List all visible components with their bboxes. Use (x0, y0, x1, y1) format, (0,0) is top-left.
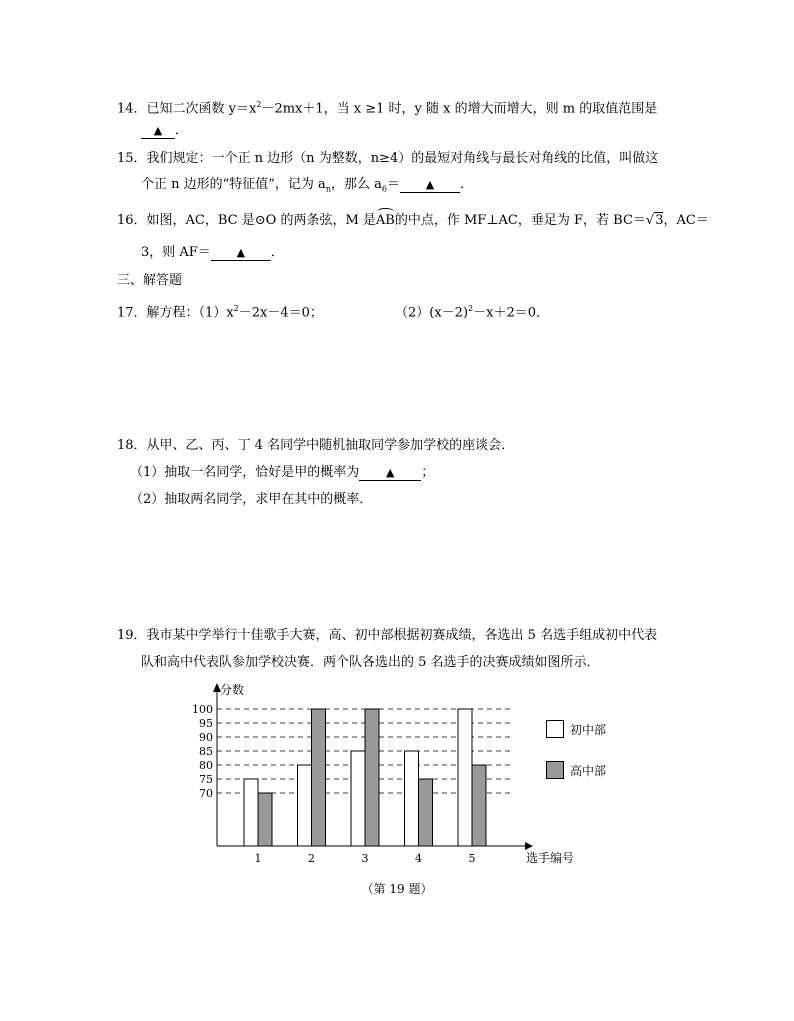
bar-senior-4 (419, 779, 433, 846)
legend-swatch-senior (546, 761, 564, 779)
triangle-icon: ▲ (425, 178, 435, 191)
q15-line2 (141, 176, 473, 199)
score-bar-chart (160, 680, 610, 870)
q17-part1-b: －2x－4＝0； (238, 305, 323, 321)
q19-number: 19． (117, 628, 147, 643)
bar-junior-4 (405, 751, 419, 846)
legend-label-junior: 初中部 (570, 723, 607, 737)
legend-swatch-junior (546, 720, 564, 738)
q14-number: 14． (117, 101, 147, 117)
y-tick-label: 80 (199, 759, 213, 772)
bar-senior-3 (365, 709, 379, 846)
q18-text: 从甲、乙、丙、丁 4 名同学中随机抽取同学参加学校的座谈会． (146, 438, 515, 453)
y-tick-label: 70 (199, 787, 213, 800)
x-tick-labels (255, 852, 476, 865)
q16-sqrt-value: 3 (655, 213, 664, 228)
q18-line1 (117, 437, 514, 455)
q18-sub1-text: （1）抽取一名同学，恰好是甲的概率为 (130, 465, 360, 480)
q16-answer-blank[interactable] (211, 246, 271, 261)
triangle-icon: ▲ (153, 124, 163, 137)
q14-text-a: 已知二次函数 y＝x (146, 101, 257, 117)
legend-label-senior: 高中部 (570, 764, 607, 778)
q17-part2-exp: 2 (468, 304, 474, 313)
q18-sub2: （2）抽取两名同学，求甲在其中的概率． (130, 492, 373, 507)
bar-senior-1 (258, 793, 272, 846)
x-tick-label: 4 (415, 852, 422, 865)
triangle-icon: ▲ (236, 246, 246, 259)
q19-line1 (117, 627, 657, 645)
y-axis-label: 分数 (220, 683, 245, 697)
q17-part1-a: 解方程：（1）x (146, 305, 234, 321)
q17-number: 17． (117, 305, 147, 321)
q17-part1-exp: 2 (233, 304, 239, 313)
chart-caption: （第 19 题） (361, 882, 433, 896)
bar-senior-5 (472, 765, 486, 846)
bar-junior-5 (458, 709, 472, 846)
q18-sub1 (130, 464, 434, 482)
q14-line1 (117, 96, 657, 118)
q16-line2 (141, 244, 284, 262)
x-tick-label: 3 (361, 852, 369, 865)
q17-part2 (395, 300, 549, 322)
q14-end: ． (175, 123, 189, 138)
x-tick-label: 5 (468, 852, 476, 865)
q19-line2: 队和高中代表队参加学校决赛．两个队各选出的 5 名选手的决赛成绩如图所示． (141, 655, 600, 670)
q16-number: 16． (117, 213, 147, 228)
q15-sub-n: n (325, 184, 331, 194)
q15-line1 (117, 150, 658, 168)
x-tick-label: 2 (308, 852, 315, 865)
q14-text-b: －2mx＋1，当 x ≥1 时，y 随 x 的增大而增大，则 m 的取值范围是 (261, 101, 658, 117)
q14-line2 (141, 122, 188, 140)
y-tick-label: 75 (199, 773, 213, 786)
bar-senior-2 (312, 709, 326, 846)
q17-line (117, 300, 323, 322)
q15-text-2c: ＝ (386, 177, 400, 192)
q17-part2-b: －x＋2＝0． (473, 305, 549, 321)
q16-text-2a: 3，则 AF＝ (141, 245, 211, 260)
y-tick-label: 100 (192, 703, 213, 716)
triangle-icon: ▲ (386, 466, 395, 479)
q14-answer-blank[interactable] (141, 124, 175, 139)
q15-text-2b: ，那么 a (330, 177, 382, 192)
q18-answer-blank[interactable] (359, 466, 421, 481)
chart-bars (244, 709, 486, 846)
q16-arc-ab: AB (375, 213, 395, 228)
q14-exponent: 2 (256, 100, 262, 109)
q16-end: ． (270, 245, 284, 260)
x-axis-arrow-icon (525, 842, 533, 850)
q15-sub-6: 6 (381, 184, 387, 194)
bar-junior-2 (298, 765, 312, 846)
y-tick-label: 95 (199, 717, 213, 730)
x-axis-label: 选手编号 (526, 851, 575, 865)
y-tick-label: 90 (199, 731, 213, 744)
section-heading: 三、解答题 (117, 273, 183, 288)
q17-part2-a: （2）(x－2) (395, 305, 469, 321)
bar-junior-3 (351, 751, 365, 846)
q18-sub1-end: ； (421, 465, 435, 480)
q16-line1 (117, 212, 709, 230)
bar-junior-1 (244, 779, 258, 846)
q15-end: ． (459, 177, 473, 192)
q15-text-1: 我们规定：一个正 n 边形（n 为整数，n≥4）的最短对角线与最长对角线的比值，叫做这 (146, 151, 659, 166)
q19-text-1: 我市某中学举行十佳歌手大赛，高、初中部根据初赛成绩，各选出 5 名选手组成初中代表 (146, 628, 658, 643)
q16-text-1b: 的中点，作 MF⊥AC，垂足为 F，若 BC＝ (394, 213, 646, 228)
sqrt-icon: √ (645, 213, 655, 228)
q15-text-2a: 个正 n 边形的“特征值”，记为 a (141, 177, 326, 192)
y-tick-label: 85 (199, 745, 213, 758)
y-tick-labels (192, 703, 213, 800)
q16-text-1a: 如图，AC，BC 是⊙O 的两条弦，M 是 (146, 213, 376, 228)
q15-answer-blank[interactable] (400, 178, 460, 193)
q15-number: 15． (117, 151, 147, 166)
q18-number: 18． (117, 438, 147, 453)
x-tick-label: 1 (254, 852, 262, 865)
q16-text-1c: ，AC＝ (663, 213, 709, 228)
